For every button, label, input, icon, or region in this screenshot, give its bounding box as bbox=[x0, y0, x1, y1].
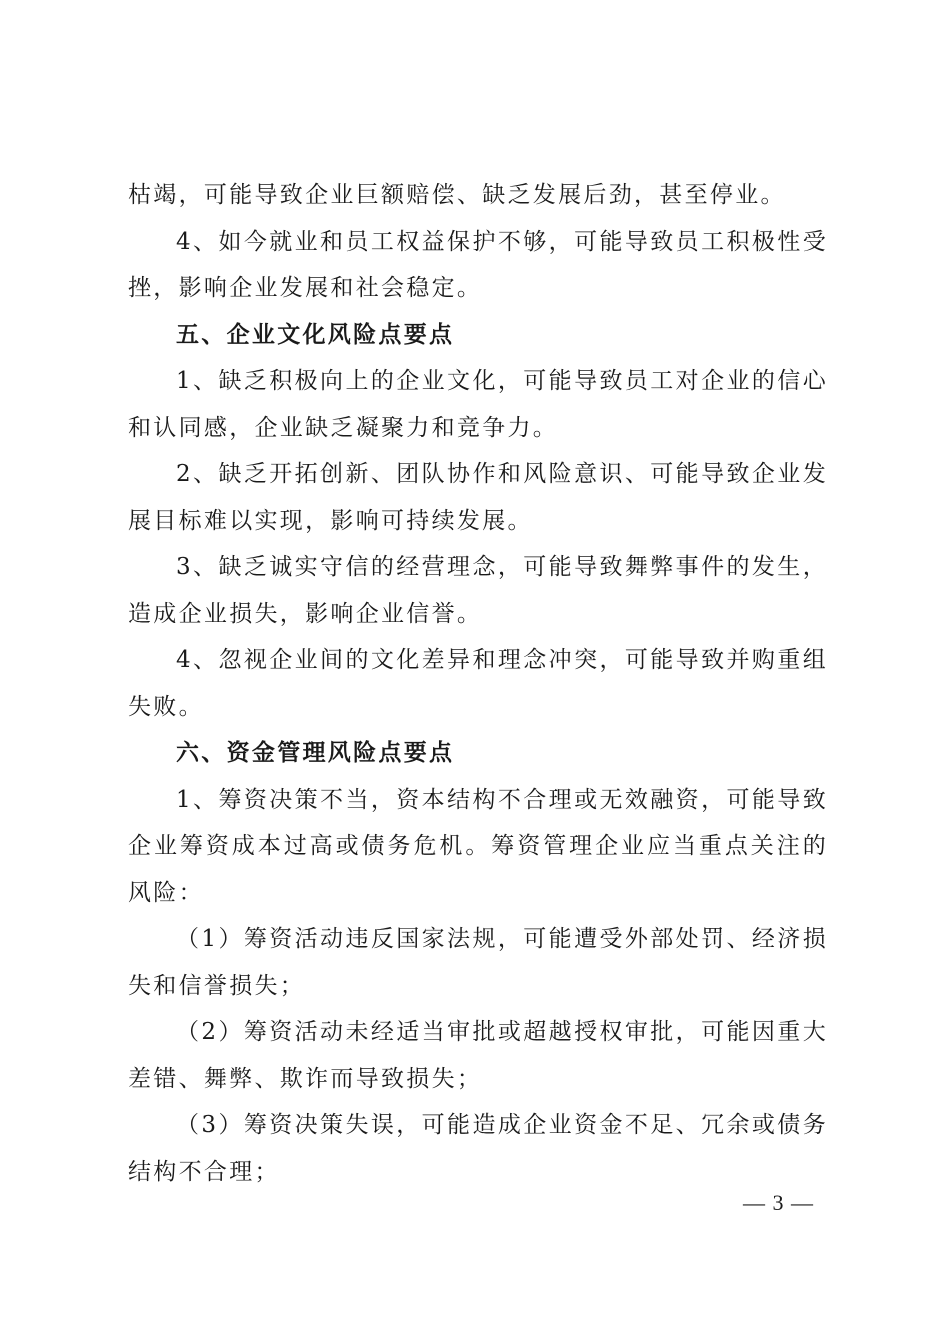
paragraph-item-1-financing: 1、筹资决策不当，资本结构不合理或无效融资，可能导致企业筹资成本过高或债务危机。筹资管理企业应当重点关注的风险： bbox=[128, 786, 828, 906]
paragraph-item-2-innovation: 2、缺乏开拓创新、团队协作和风险意识、可能导致企业发展目标难以实现，影响可持续发展。 bbox=[128, 461, 828, 534]
page-number: — 3 — bbox=[743, 1190, 814, 1215]
subitem-3-decision: （3）筹资决策失误，可能造成企业资金不足、冗余或债务结构不合理； bbox=[128, 1112, 828, 1185]
paragraph-item-1-culture: 1、缺乏积极向上的企业文化，可能导致员工对企业的信心和认同感，企业缺乏凝聚力和竞争力。 bbox=[128, 368, 828, 441]
paragraph-continuation: 枯竭，可能导致企业巨额赔偿、缺乏发展后劲，甚至停业。 bbox=[128, 182, 786, 208]
paragraph-item-4-employment: 4、如今就业和员工权益保护不够，可能导致员工积极性受挫，影响企业发展和社会稳定。 bbox=[128, 228, 828, 301]
subitem-2-approval: （2）筹资活动未经适当审批或超越授权审批，可能因重大差错、舞弊、欺诈而导致损失； bbox=[128, 1019, 828, 1092]
document-body bbox=[128, 172, 828, 1195]
paragraph-item-3-integrity: 3、缺乏诚实守信的经营理念，可能导致舞弊事件的发生，造成企业损失，影响企业信誉。 bbox=[128, 554, 828, 627]
section-heading-5: 五、企业文化风险点要点 bbox=[176, 321, 455, 348]
paragraph-item-4-merger: 4、忽视企业间的文化差异和理念冲突，可能导致并购重组失败。 bbox=[128, 647, 828, 720]
subitem-1-regulation: （1）筹资活动违反国家法规，可能遭受外部处罚、经济损失和信誉损失； bbox=[128, 926, 828, 999]
section-heading-6: 六、资金管理风险点要点 bbox=[176, 740, 455, 766]
